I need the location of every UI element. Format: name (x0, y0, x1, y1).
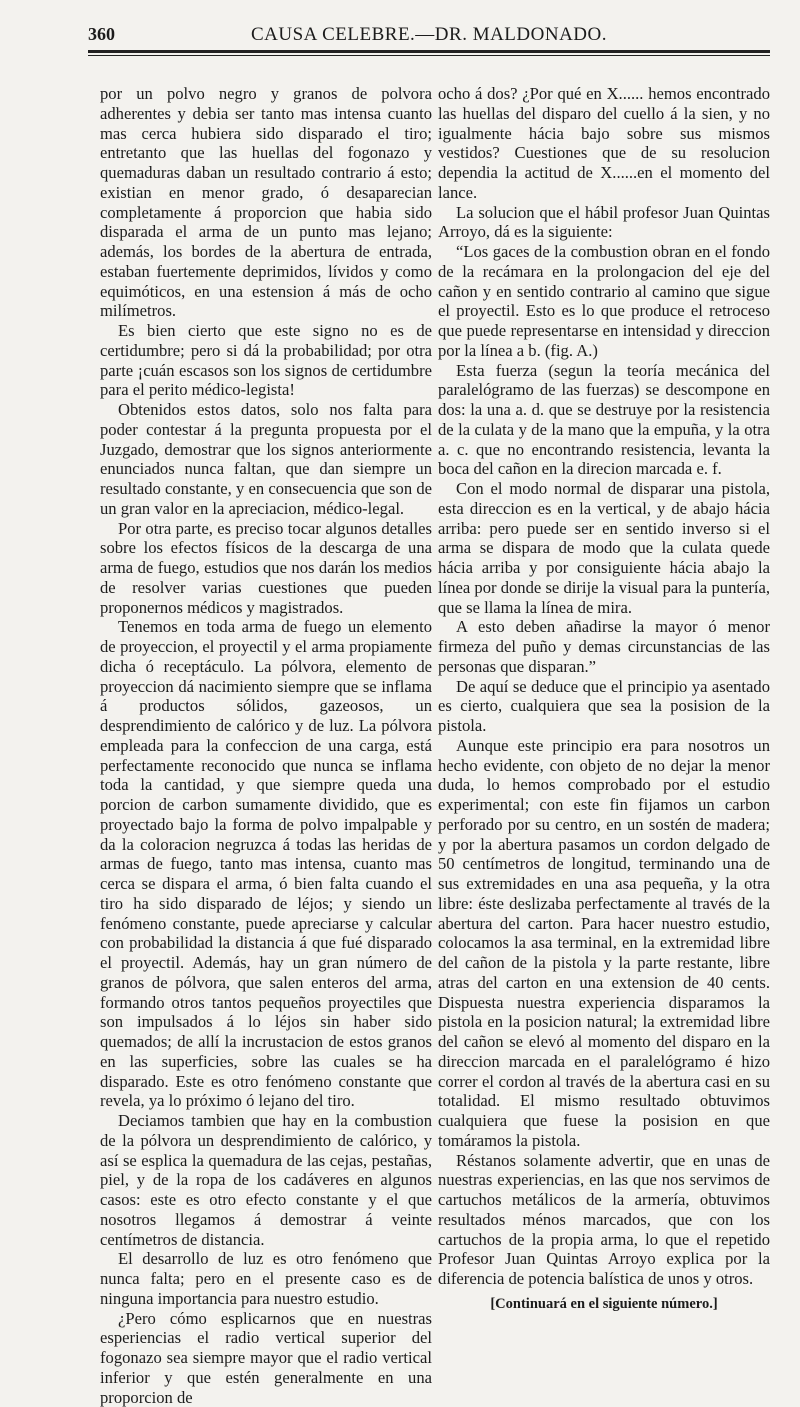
right-column (438, 84, 770, 1315)
running-head: CAUSA CELEBRE.—DR. MALDONADO. (88, 24, 770, 46)
page-number: 360 (88, 24, 115, 45)
paragraph: por un polvo negro y granos de polvora adherentes y debia ser tanto mas intensa cuanto mas cerca hubiera sido disparado el tiro; entretanto que las huellas del fogonazo y quemaduras daban un resultado contrario á esto; existian en menor grado, ó desaparecian completamente á proporcion que habia sido disparada el arma de un punto mas lejano; además, los bordes de la abertura de entrada, estaban fuertemente deprimidos, lívidos y como equimóticos, en una estension á más de ocho milímetros. (100, 84, 432, 321)
paragraph: Obtenidos estos datos, solo nos falta para poder contestar á la pregunta propuesta por el Juzgado, demostrar que los signos anteriormente enunciados nunca faltan, que dan siempre un resultado constante, y en consecuencia que son de un gran valor en la apreciacion, médico-legal. (100, 400, 432, 519)
paragraph: ¿Pero cómo esplicarnos que en nuestras esperiencias el radio vertical superior del fogonazo sea siempre mayor que el radio vertical inferior y que estén generalmente en una proporcion de (100, 1309, 432, 1407)
paragraph: Deciamos tambien que hay en la combustion de la pólvora un desprendimiento de calórico, y así se esplica la quemadura de las cejas, pestañas, piel, y de la ropa de los cadáveres en algunos casos: este es otro efecto constante y el que nosotros llegamos á demostrar á veinte centímetros de distancia. (100, 1111, 432, 1249)
paragraph: Tenemos en toda arma de fuego un elemento de proyeccion, el proyectil y el arma propiamente dicha ó receptáculo. La pólvora, elemento de proyeccion dá nacimiento siempre que se inflama á productos sólidos, gazeosos, un desprendimiento de calórico y de luz. La pólvora empleada para la confeccion de una carga, está perfectamente reconocido que nunca se inflama toda la cantidad, y que siempre queda una porcion de carbon sumamente dividido, que es proyectado bajo la forma de polvo impalpable y da la coloracion negruzca á todas las heridas de armas de fuego, tanto mas intensa, cuanto mas cerca se dispara el arma, ó bien falta cuando el tiro ha sido disparado de léjos; y siendo un fenómeno constante, puede apreciarse y calcular con probabilidad la distancia á que fué disparado el proyectil. Además, hay un gran número de granos de pólvora, que salen enteros del arma, formando otros tantos pequeños proyectiles que son impulsados á lo léjos sin haber sido quemados; de allí la incrustacion de estos granos en las superficies, sobre las cuales se ha disparado. Este es otro fenómeno constante que revela, ya lo próximo ó lejano del tiro. (100, 617, 432, 1111)
page-header (88, 22, 770, 52)
header-rule (88, 50, 770, 53)
paragraph: La solucion que el hábil profesor Juan Quintas Arroyo, dá es la siguiente: (438, 203, 770, 243)
paragraph: El desarrollo de luz es otro fenómeno que nunca falta; pero en el presente caso es de ninguna importancia para nuestro estudio. (100, 1249, 432, 1308)
paragraph: Con el modo normal de disparar una pistola, esta direccion es en la vertical, y de abajo hácia arriba: pero puede ser en sentido inverso si el arma se dispara de modo que la culata quede hácia arriba y por consiguiente hácia abajo la línea por donde se dirije la visual para la puntería, que se llama la línea de mira. (438, 479, 770, 617)
paragraph: Por otra parte, es preciso tocar algunos detalles sobre los efectos físicos de la descarga de una arma de fuego, estudios que nos darán los medios de resolver varias cuestiones que pueden proponernos médicos y magistrados. (100, 519, 432, 618)
paragraph: De aquí se deduce que el principio ya asentado es cierto, cualquiera que sea la posision de la pistola. (438, 677, 770, 736)
header-rule-thin (88, 55, 770, 56)
paragraph: A esto deben añadirse la mayor ó menor firmeza del puño y demas circunstancias de las personas que disparan.” (438, 617, 770, 676)
paragraph: Réstanos solamente advertir, que en unas de nuestras experiencias, en las que nos servimos de cartuchos metálicos de la armería, obtuvimos resultados ménos marcados, que con los cartuchos de la propia arma, lo que el repetido Profesor Juan Quintas Arroyo explica por la diferencia de potencia balística de unos y otros. (438, 1151, 770, 1289)
continuation-note: [Continuará en el siguiente número.] (438, 1295, 770, 1315)
paragraph: Es bien cierto que este signo no es de certidumbre; pero si dá la probabilidad; por otra parte ¡cuán escasos son los signos de certidumbre para el perito médico-legista! (100, 321, 432, 400)
paragraph: “Los gaces de la combustion obran en el fondo de la recámara en la prolongacion del eje del cañon y en sentido contrario al camino que sigue el proyectil. Esto es lo que produce el retroceso que puede representarse en intensidad y direccion por la línea a b. (fig. A.) (438, 242, 770, 361)
paragraph: ocho á dos? ¿Por qué en X...... hemos encontrado las huellas del disparo del cuello á la sien, y no igualmente hácia bajo sobre sus mismos vestidos? Cuestiones que de su resolucion dependia la actitud de X......en el momento del lance. (438, 84, 770, 203)
left-column (100, 84, 432, 1407)
paragraph: Esta fuerza (segun la teoría mecánica del paralelógramo de las fuerzas) se descompone en dos: la una a. d. que se destruye por la resistencia de la culata y de la mano que la empuña, y la otra a. c. que no encontrando resistencia, levanta la boca del cañon en la direcion marcada e. f. (438, 361, 770, 480)
paragraph: Aunque este principio era para nosotros un hecho evidente, con objeto de no dejar la menor duda, lo hemos comprobado por el estudio experimental; con este fin fijamos un carbon perforado por su centro, en un sostén de madera; y por la abertura pasamos un cordon delgado de 50 centímetros de longitud, terminando una de sus extremidades en una asa pequeña, y la otra libre: éste deslizaba perfectamente al través de la abertura del carton. Para hacer nuestro estudio, colocamos la asa terminal, en la extremidad libre del cañon de la pistola y la parte restante, libre atras del carton en una extension de 40 cents. Dispuesta nuestra experiencia disparamos la pistola en la posicion natural; la extremidad libre del cañon se elevó al momento del disparo en la direccion marcada en el paralelógramo é hizo correr el cordon al través de la abertura casi en su totalidad. El mismo resultado obtuvimos cualquiera que fuese la posision en que tomáramos la pistola. (438, 736, 770, 1151)
